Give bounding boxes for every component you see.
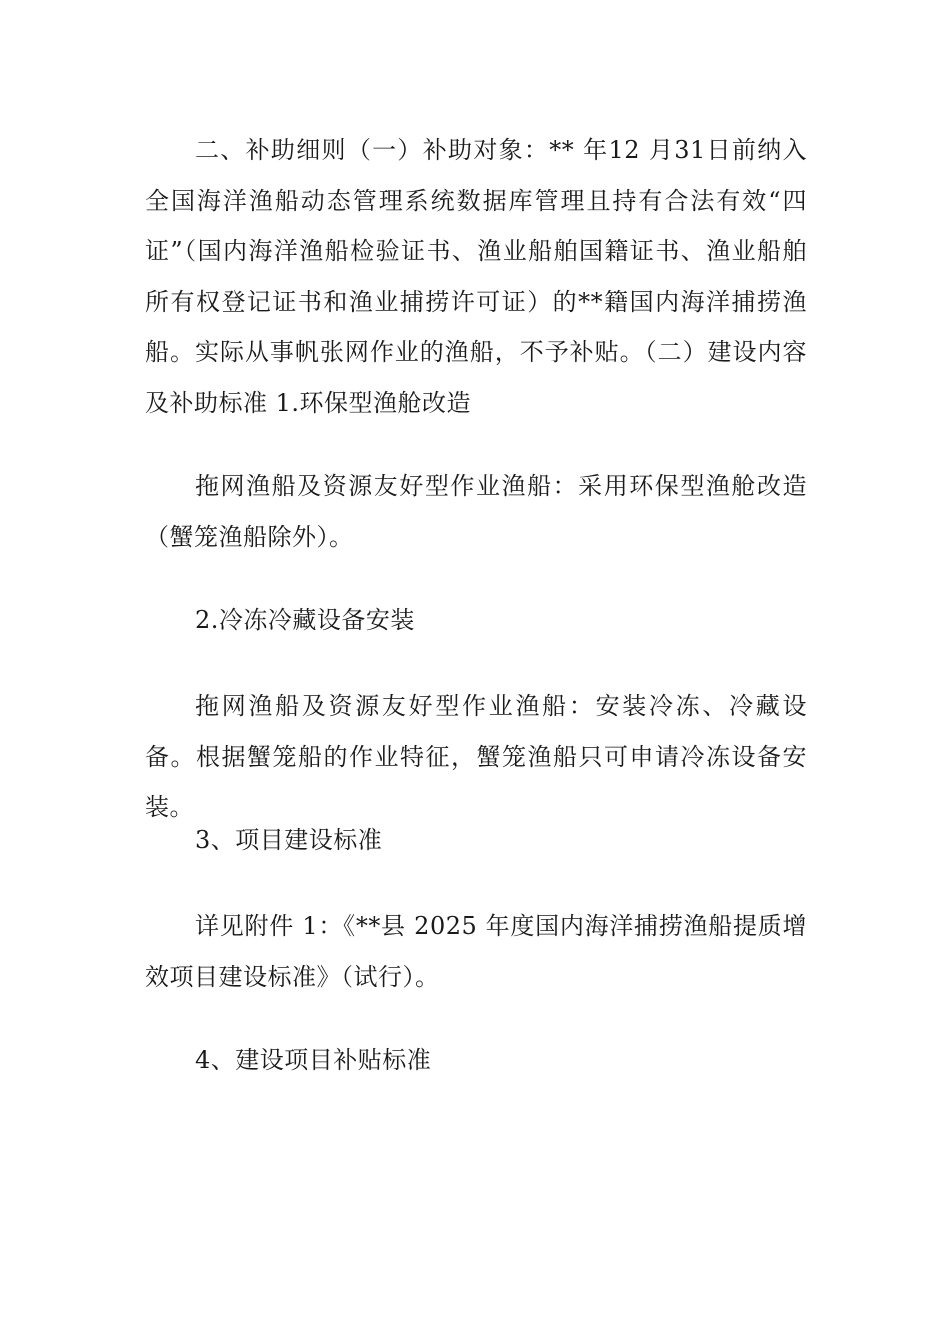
paragraph-project-standards: 详见附件 1：《**县 2025 年度国内海洋捕捞渔船提质增效项目建设标准》（试行）。 xyxy=(145,912,807,991)
paragraph-refrigeration-equipment: 拖网渔船及资源友好型作业渔船：安装冷冻、冷藏设备。根据蟹笼船的作业特征，蟹笼渔船只可申请冷冻设备安装。 xyxy=(145,692,807,821)
heading-refrigeration-equipment: 2.冷冻冷藏设备安装 xyxy=(195,606,415,634)
paragraph-eco-hold-renovation: 拖网渔船及资源友好型作业渔船：采用环保型渔舱改造（蟹笼渔船除外）。 xyxy=(145,472,807,551)
heading-project-standards: 3、项目建设标准 xyxy=(195,826,383,854)
heading-subsidy-standards: 4、建设项目补贴标准 xyxy=(195,1046,432,1074)
paragraph-subsidy-details: 二、补助细则（一）补助对象：** 年12 月31日前纳入全国海洋渔船动态管理系统数据库管理且持有合法有效“四证”（国内海洋渔船检验证书、渔业船舶国籍证书、渔业船舶所有权登记证书和渔业捕捞许可证）的**籍国内海洋捕捞渔船。实际从事帆张网作业的渔船，不予补贴。（二）建设内容及补助标准 1.环保型渔舱改造 xyxy=(145,136,807,417)
